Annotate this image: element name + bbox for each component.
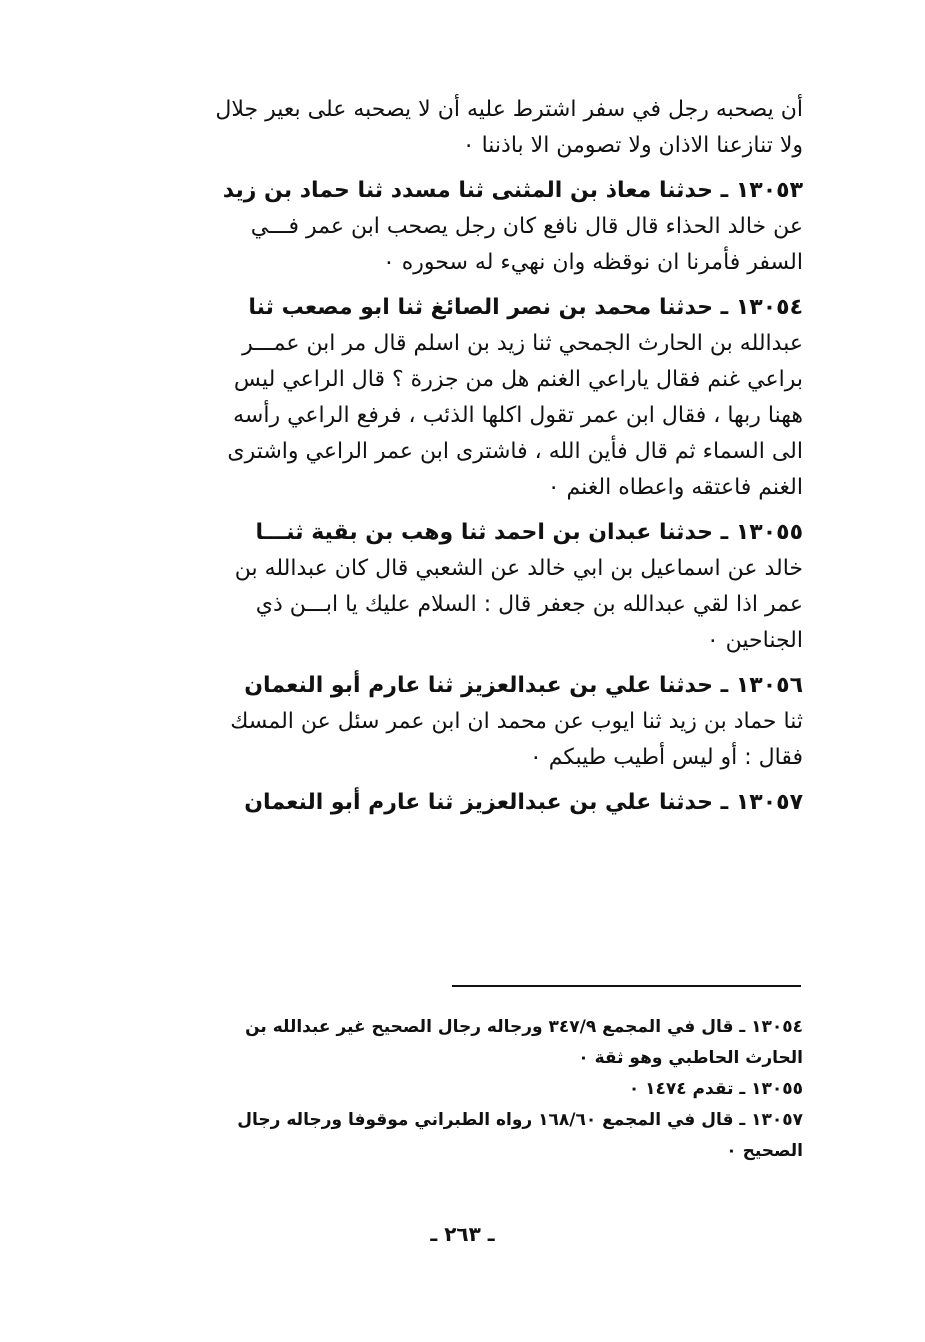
text-line: عمر اذا لقي عبدالله بن جعفر قال : السلام عليك يا ابـــن ذي: [255, 592, 803, 617]
text-line: عبدالله بن الحارث الجمحي ثنا زيد بن اسلم قال مر ابن عمـــر: [242, 331, 803, 356]
hadith-13054: [100, 290, 803, 506]
page-number: ـ ٢٦٣ ـ: [430, 1222, 495, 1246]
text-line: السفر فأمرنا ان نوقظه وان نهيء له سحوره ٠: [382, 250, 803, 275]
hadith-13057: [100, 785, 803, 821]
footnote-divider: [452, 985, 801, 987]
text-line: فقال : أو ليس أطيب طيبكم ٠: [529, 745, 803, 770]
footnote-line: ١٣٠٥٤ ـ قال في المجمع ٣٤٧/٩ ورجاله رجال الصحيح غير عبدالله بن: [245, 1017, 803, 1037]
text-line: خالد عن اسماعيل بن ابي خالد عن الشعبي قال كان عبدالله بن: [234, 556, 803, 581]
footnote-line: ١٣٠٥٥ ـ تقدم ١٤٧٤ ٠: [628, 1079, 803, 1099]
text-line: ثنا حماد بن زيد ثنا ايوب عن محمد ان ابن عمر سئل عن المسك: [230, 709, 803, 734]
text-line: ههنا ربها ، فقال ابن عمر تقول اكلها الذئب ، فرفع الراعي رأسه: [233, 403, 803, 428]
footnote-line: الصحيح ٠: [726, 1141, 803, 1161]
hadith-13056: [100, 668, 803, 776]
hadith-heading: ١٣٠٥٦ ـ حدثنا علي بن عبدالعزيز ثنا عارم أبو النعمان: [244, 673, 803, 698]
footnote-line: الحارث الحاطبي وهو ثقة ٠: [578, 1048, 803, 1068]
text-line: الى السماء ثم قال فأين الله ، فاشترى ابن عمر الراعي واشترى: [227, 439, 803, 464]
text-line: أن يصحبه رجل في سفر اشترط عليه أن لا يصحبه على بعير جلال: [215, 97, 803, 122]
text-line: الجناحين ٠: [706, 628, 803, 653]
paragraph-continuation: [100, 92, 803, 164]
hadith-heading: ١٣٠٥٧ ـ حدثنا علي بن عبدالعزيز ثنا عارم أبو النعمان: [244, 790, 803, 815]
footnotes: [100, 1012, 803, 1167]
text-line: عن خالد الحذاء قال قال نافع كان رجل يصحب ابن عمر فـــي: [250, 214, 803, 239]
text-line: الغنم فاعتقه واعطاه الغنم ٠: [547, 475, 803, 500]
main-text: [100, 92, 803, 821]
hadith-heading: ١٣٠٥٣ ـ حدثنا معاذ بن المثنى ثنا مسدد ثنا حماد بن زيد: [222, 178, 803, 203]
hadith-heading: ١٣٠٥٤ ـ حدثنا محمد بن نصر الصائغ ثنا ابو مصعب ثنا: [248, 295, 803, 320]
text-line: ولا تنازعنا الاذان ولا تصومن الا باذننا ٠: [462, 133, 803, 158]
footnote-line: ١٣٠٥٧ ـ قال في المجمع ١٦٨/٦٠ رواه الطبراني موقوفا ورجاله رجال: [237, 1110, 803, 1130]
text-line: براعي غنم فقال ياراعي الغنم هل من جزرة ؟ قال الراعي ليس: [233, 367, 803, 392]
hadith-heading: ١٣٠٥٥ ـ حدثنا عبدان بن احمد ثنا وهب بن بقية ثنـــا: [255, 520, 803, 545]
hadith-13055: [100, 515, 803, 659]
hadith-13053: [100, 173, 803, 281]
